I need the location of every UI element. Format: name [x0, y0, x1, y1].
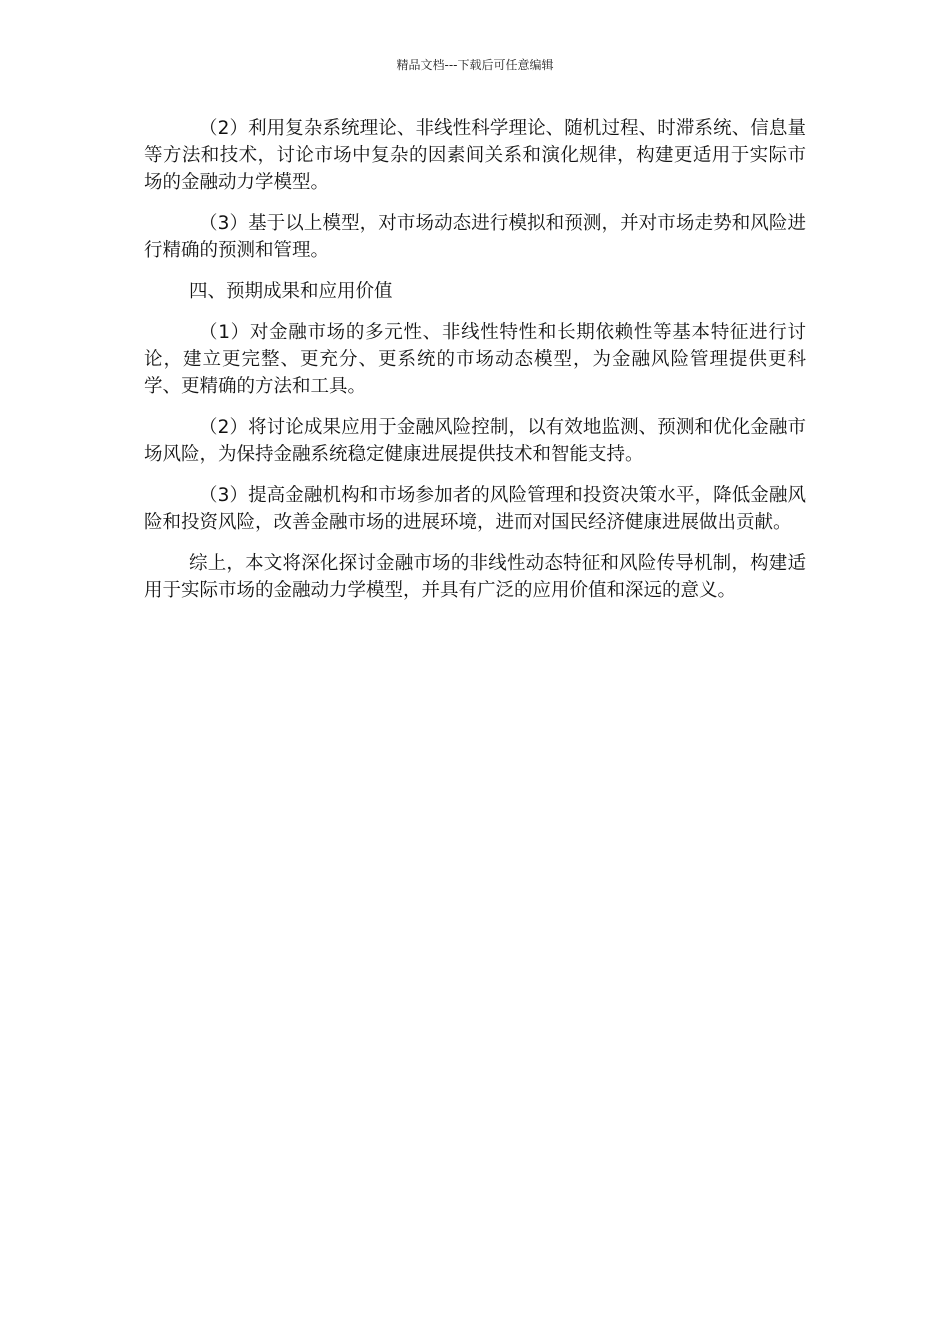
page-header: 精品文档---下载后可任意编辑 [396, 58, 554, 72]
paragraph-result-3: （3）提高金融机构和市场参加者的风险管理和投资决策水平，降低金融风险和投资风险，改善金融市场的进展环境，进而对国民经济健康进展做出贡献。 [144, 485, 806, 533]
paragraph-method-3: （3）基于以上模型，对市场动态进行模拟和预测，并对市场走势和风险进行精确的预测和管理。 [144, 213, 806, 261]
section-heading-expected-results: 四、预期成果和应用价值 [189, 281, 393, 302]
document-body [144, 115, 806, 618]
paragraph-result-2: （2）将讨论成果应用于金融风险控制，以有效地监测、预测和优化金融市场风险，为保持金融系统稳定健康进展提供技术和智能支持。 [144, 417, 806, 465]
paragraph-method-2: （2）利用复杂系统理论、非线性科学理论、随机过程、时滞系统、信息量等方法和技术，讨论市场中复杂的因素间关系和演化规律，构建更适用于实际市场的金融动力学模型。 [144, 118, 806, 193]
paragraph-result-1: （1）对金融市场的多元性、非线性特性和长期依赖性等基本特征进行讨论，建立更完整、更充分、更系统的市场动态模型，为金融风险管理提供更科学、更精确的方法和工具。 [144, 322, 806, 397]
paragraph-conclusion: 综上，本文将深化探讨金融市场的非线性动态特征和风险传导机制，构建适用于实际市场的金融动力学模型，并具有广泛的应用价值和深远的意义。 [144, 553, 806, 601]
